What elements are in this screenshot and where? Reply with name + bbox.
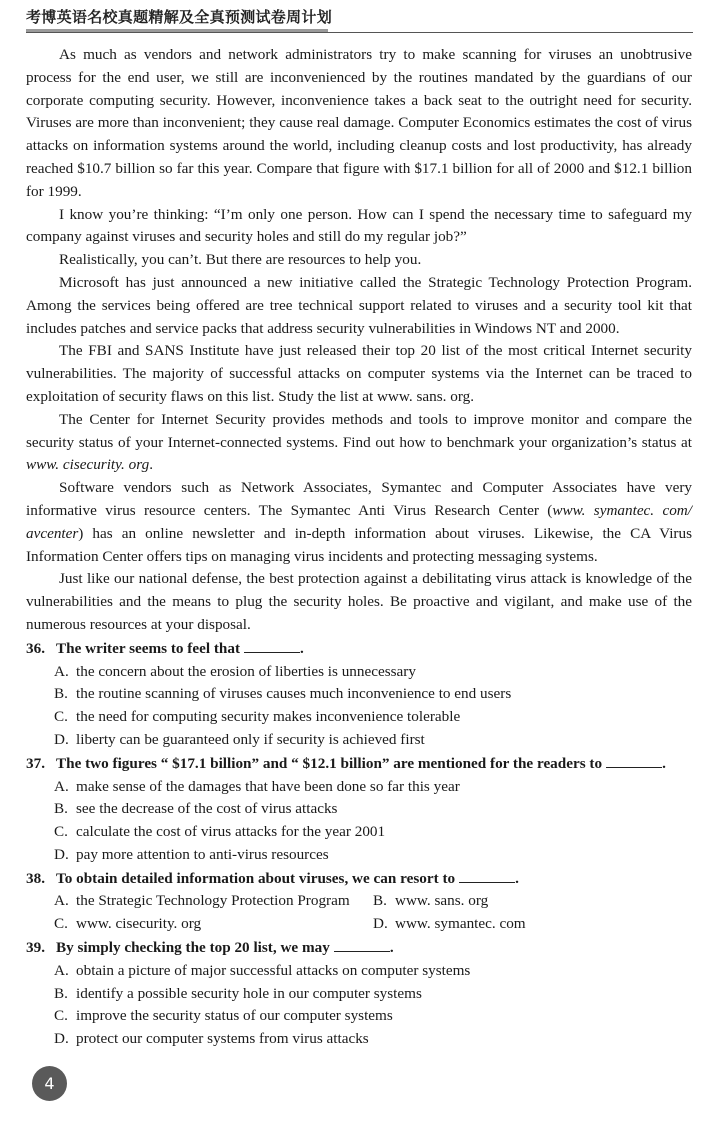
passage-paragraph-4: Microsoft has just announced a new initiative called the Strategic Technology Protection Program. Among the services being offered are tree technical support related to viruses and a security tool kit that includes patches and service packs that address security vulnerabilities in Windows NT and 2000. (26, 273, 692, 337)
question-text: The writer seems to feel that (56, 639, 241, 657)
option-text: obtain a picture of major successful attacks on computer systems (76, 961, 471, 979)
option-label: D. (54, 1030, 69, 1048)
passage-paragraph-5: The FBI and SANS Institute have just released their top 20 list of the most critical Internet security vulnerabilities. The majority of successful attacks on computer systems via the Internet can be traced to exploitation of security flaws on this list. Study the list at www. sans. org. (26, 342, 692, 405)
option-a (26, 960, 692, 983)
option-label: B. (54, 984, 68, 1002)
option-a (26, 776, 692, 799)
question-number: 37. (26, 754, 45, 772)
option-label: C. (54, 823, 68, 841)
header-rule-thin (26, 32, 693, 33)
option-d (373, 913, 692, 936)
option-text: www. sans. org (395, 892, 489, 910)
option-text: protect our computer systems from virus attacks (76, 1030, 369, 1048)
option-label: A. (54, 662, 69, 680)
question-stem: 39. By simply checking the top 20 list, we may . (26, 937, 692, 960)
option-text: the concern about the erosion of liberties is unnecessary (76, 662, 416, 680)
option-b (26, 983, 692, 1006)
question-text: To obtain detailed information about viruses, we can resort to (56, 869, 456, 887)
option-c (26, 1005, 692, 1028)
question-38 (26, 868, 692, 936)
option-label: A. (54, 961, 69, 979)
question-text: By simply checking the top 20 list, we may (56, 939, 330, 957)
option-b (373, 890, 692, 913)
answer-blank (606, 753, 662, 768)
option-c (54, 913, 373, 936)
option-text: make sense of the damages that have been done so far this year (76, 777, 460, 795)
option-text: pay more attention to anti-virus resources (76, 845, 329, 863)
options-row-cd (26, 913, 692, 936)
cisecurity-link: www. cisecurity. org (26, 456, 150, 474)
answer-blank (459, 868, 515, 883)
question-39 (26, 937, 692, 1051)
option-label: B. (54, 800, 68, 818)
question-stem: 37. The two figures “ $17.1 billion” and “ $12.1 billion” are mentioned for the readers to . (26, 753, 692, 776)
option-label: D. (54, 730, 69, 748)
option-text: improve the security status of our computer systems (76, 1007, 393, 1025)
option-label: B. (373, 892, 387, 910)
options-row-ab (26, 890, 692, 913)
passage-paragraph-6 (26, 409, 692, 477)
p7-text-before: Software vendors such as Network Associates, Symantec and Computer Associates have very informative virus resource centers. The Symantec Anti Virus Research Center ( (26, 479, 692, 519)
option-a (26, 661, 692, 684)
symantec-link: www. symantec. com/ avcenter (26, 501, 692, 542)
option-text: www. cisecurity. org (76, 915, 202, 933)
option-label: C. (54, 915, 68, 933)
option-d (26, 844, 692, 867)
question-text: The two figures “ $17.1 billion” and “ $12.1 billion” are mentioned for the readers to (56, 754, 603, 772)
question-stem: 38. To obtain detailed information about viruses, we can resort to . (26, 868, 692, 891)
p6-text-before: The Center for Internet Security provides methods and tools to improve monitor and compare the security status of your Internet-connected systems. Find out how to benchmark your organization’s status at (26, 410, 692, 451)
passage-paragraph-2: I know you’re thinking: “I’m only one person. How can I spend the necessary time to safeguard my company against viruses and security holes and still do my regular job?” (26, 205, 692, 246)
page-header (26, 4, 693, 34)
question-number: 39. (26, 939, 45, 957)
answer-blank (244, 638, 300, 653)
header-title: 考博英语名校真题精解及全真预测试卷周计划 (26, 8, 333, 26)
option-label: A. (54, 777, 69, 795)
option-text: liberty can be guaranteed only if security is achieved first (76, 730, 425, 748)
option-label: A. (54, 892, 69, 910)
passage-paragraph-3: Realistically, you can’t. But there are resources to help you. (59, 251, 422, 269)
question-number: 36. (26, 639, 45, 657)
question-37 (26, 753, 692, 867)
p6-text-after: . (149, 456, 153, 474)
option-a (54, 890, 373, 913)
option-d (26, 1028, 692, 1051)
option-label: D. (54, 845, 69, 863)
option-text: the routine scanning of viruses causes much inconvenience to end users (76, 685, 512, 703)
option-b (26, 798, 692, 821)
option-label: C. (54, 708, 68, 726)
option-d (26, 729, 692, 752)
question-stem: 36. The writer seems to feel that . (26, 638, 692, 661)
option-text: the Strategic Technology Protection Program (76, 892, 350, 910)
option-c (26, 706, 692, 729)
question-36 (26, 638, 692, 752)
option-label: C. (54, 1007, 68, 1025)
passage-paragraph-1: As much as vendors and network administrators try to make scanning for viruses an unobtrusive process for the end user, we still are inconvenienced by the routines mandated by the guardians of our corporate computing security. However, inconvenience takes a back seat to the outright need for security. Viruses are more than inconvenient; they cause real damage. Computer Economics estimates the cost of virus attacks on information systems around the world, including cleanup costs and lost productivity, has already reached $10.7 billion so far this year. Compare that figure with $17.1 billion for all of 2000 and $12.1 billion for 1999. (26, 46, 692, 200)
passage-paragraph-8: Just like our national defense, the best protection against a debilitating virus attack is knowledge of the vulnerabilities and the means to plug the security holes. Be proactive and vigilant, and make use of the numerous resources at your disposal. (26, 570, 692, 633)
option-label: D. (373, 915, 388, 933)
option-text: www. symantec. com (395, 915, 526, 933)
option-b (26, 683, 692, 706)
page-number-badge: 4 (32, 1066, 67, 1101)
option-text: identify a possible security hole in our computer systems (76, 984, 422, 1002)
option-c (26, 821, 692, 844)
passage-paragraph-7 (26, 477, 692, 568)
option-text: see the decrease of the cost of virus attacks (76, 800, 338, 818)
p7-text-after: ) has an online newsletter and in-depth information about viruses. Likewise, the CA Virus Information Center offers tips on managing virus incidents and protecting messaging systems. (26, 524, 692, 565)
answer-blank (334, 937, 390, 952)
option-text: calculate the cost of virus attacks for the year 2001 (76, 823, 386, 841)
option-text: the need for computing security makes inconvenience tolerable (76, 708, 461, 726)
page-content (26, 44, 692, 1051)
option-label: B. (54, 685, 68, 703)
question-number: 38. (26, 869, 45, 887)
